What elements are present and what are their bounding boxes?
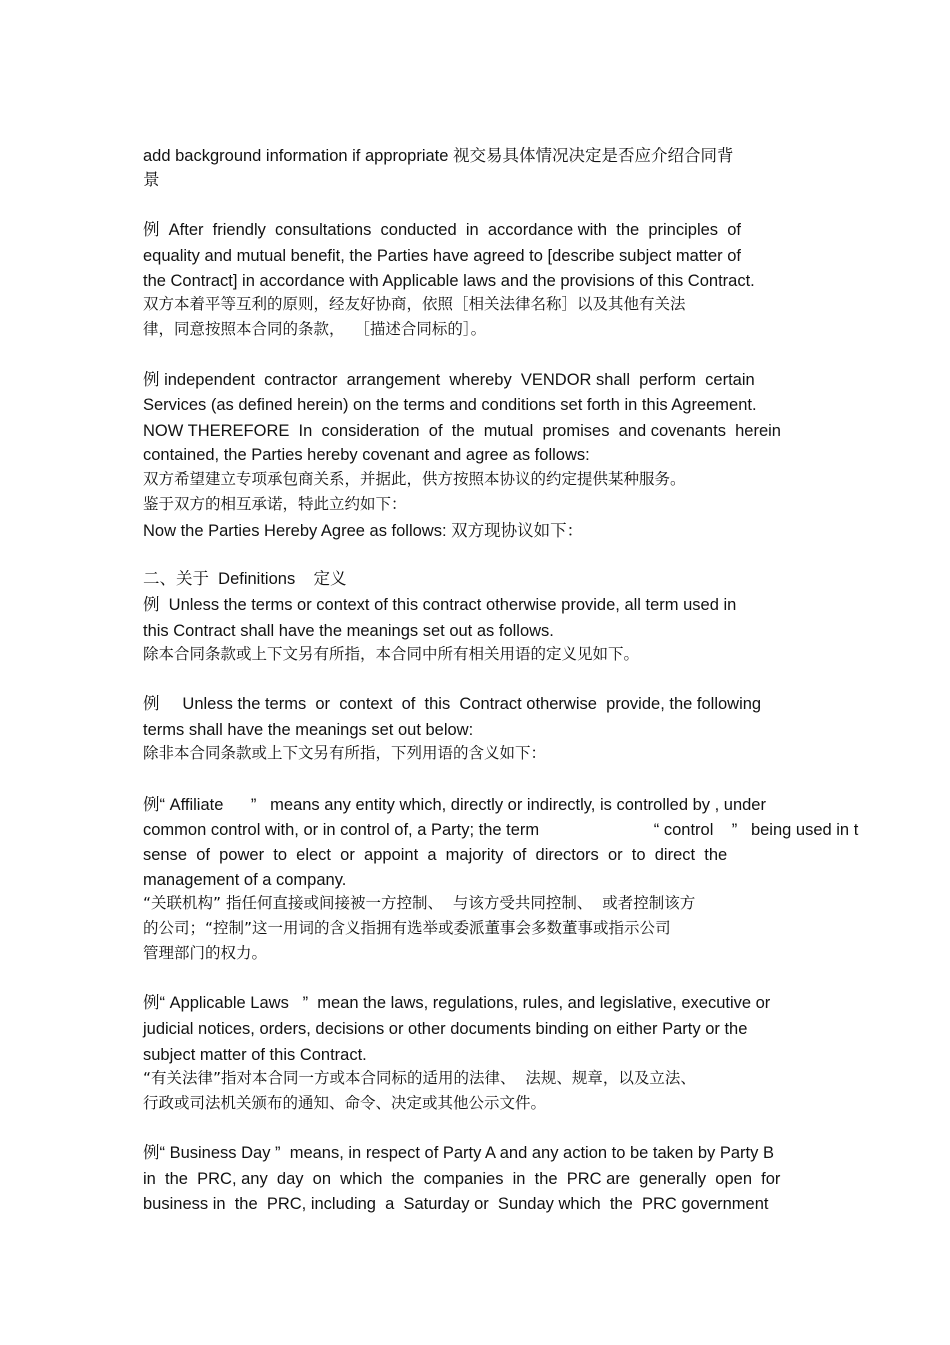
text-line: sense of power to elect or appoint a majority of directors or to direct the xyxy=(143,846,728,864)
text-line: this Contract shall have the meanings set out as follows. xyxy=(143,622,554,640)
text-line: add background information if appropriate 视交易具体情况决定是否应介绍合同背 xyxy=(143,147,734,165)
text-line: management of a company. xyxy=(143,871,347,889)
text-line: 例“ Affiliate ” means any entity which, directly or indirectly, is controlled by , under xyxy=(143,796,766,814)
text-line: “关联机构” 指任何直接或间接被一方控制、 与该方受共同控制、 或者控制该方 xyxy=(143,894,696,912)
text-line: 行政或司法机关颁布的通知、命令、决定或其他公示文件。 xyxy=(143,1094,547,1112)
text-line: 例 independent contractor arrangement whereby VENDOR shall perform certain xyxy=(143,371,755,389)
text-line: 例“ Business Day ” means, in respect of Party A and any action to be taken by Party B xyxy=(143,1144,774,1162)
text-line: business in the PRC, including a Saturday or Sunday which the PRC government xyxy=(143,1195,769,1213)
text-line: 例 Unless the terms or context of this contract otherwise provide, all term used in xyxy=(143,596,737,614)
text-line: judicial notices, orders, decisions or other documents binding on either Party or the xyxy=(143,1020,748,1038)
text-line: 景 xyxy=(143,171,160,189)
text-line: 除本合同条款或上下文另有所指，本合同中所有相关用语的定义见如下。 xyxy=(143,645,640,663)
text-line: 除非本合同条款或上下文另有所指，下列用语的含义如下： xyxy=(143,744,547,762)
text-line: 双方本着平等互利的原则，经友好协商，依照［相关法律名称］以及其他有关法 xyxy=(143,295,686,313)
text-line: contained, the Parties hereby covenant and agree as follows: xyxy=(143,446,590,464)
text-line: in the PRC, any day on which the companies in the PRC are generally open for xyxy=(143,1170,781,1188)
text-line: the Contract] in accordance with Applicable laws and the provisions of this Contract. xyxy=(143,272,755,290)
text-line: Now the Parties Hereby Agree as follows: 双方现协议如下： xyxy=(143,522,584,540)
text-line: 双方希望建立专项承包商关系，并据此，供方按照本协议的约定提供某种服务。 xyxy=(143,470,686,488)
text-line: subject matter of this Contract. xyxy=(143,1046,367,1064)
text-line: 鉴于双方的相互承诺，特此立约如下： xyxy=(143,495,407,513)
text-line: 例 After friendly consultations conducted in accordance with the principles of xyxy=(143,221,741,239)
text-line: 管理部门的权力。 xyxy=(143,944,268,962)
text-line: common control with, or in control of, a Party; the term “ control ” being used in t xyxy=(143,821,859,839)
text-line: Services (as defined herein) on the terms and conditions set forth in this Agreement. xyxy=(143,396,757,414)
text-line: 例“ Applicable Laws ” mean the laws, regulations, rules, and legislative, executive or xyxy=(143,994,771,1012)
text-line: 例 Unless the terms or context of this Contract otherwise provide, the following xyxy=(143,695,762,713)
text-line: 律，同意按照本合同的条款， ［描述合同标的］。 xyxy=(143,320,487,338)
text-line: 二、关于 Definitions 定义 xyxy=(143,570,347,588)
text-line: 的公司；“控制”这一用词的含义指拥有选举或委派董事会多数董事或指示公司 xyxy=(143,919,671,937)
text-line: NOW THEREFORE In consideration of the mutual promises and covenants herein xyxy=(143,422,781,440)
text-line: terms shall have the meanings set out below: xyxy=(143,721,474,739)
text-line: “有关法律”指对本合同一方或本合同标的适用的法律、 法规、规章，以及立法、 xyxy=(143,1069,696,1087)
text-line: equality and mutual benefit, the Parties have agreed to [describe subject matter of xyxy=(143,247,742,265)
